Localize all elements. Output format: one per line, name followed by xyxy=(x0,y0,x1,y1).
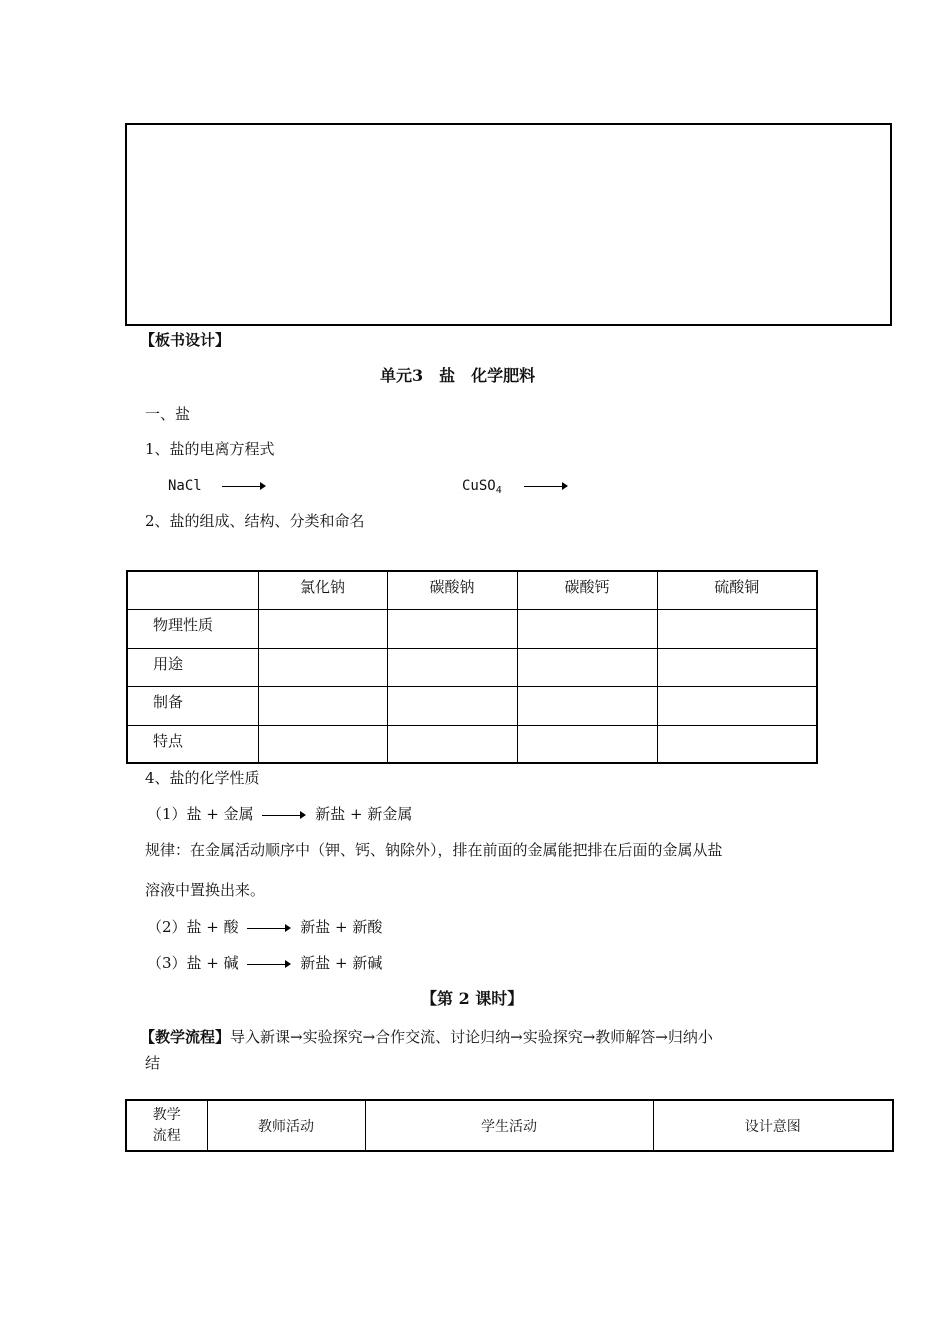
table-cell xyxy=(258,648,387,686)
item-ionization: 1、盐的电离方程式 xyxy=(145,440,275,458)
arrow-icon xyxy=(247,923,291,933)
table-header-cell: 氯化钠 xyxy=(258,571,387,609)
reaction-salt-acid xyxy=(147,917,382,937)
reaction-salt-base xyxy=(147,953,382,973)
table-cell xyxy=(517,609,657,648)
nacl-formula: NaCl xyxy=(168,478,202,494)
teaching-flow-text: 导入新课→实验探究→合作交流、讨论归纳→实验探究→教师解答→归纳小 xyxy=(230,1028,713,1046)
table-cell xyxy=(657,648,817,686)
table-row-label: 特点 xyxy=(127,725,258,763)
item-composition: 2、盐的组成、结构、分类和命名 xyxy=(145,512,365,530)
table-cell xyxy=(258,609,387,648)
flow-col-stage-line2: 流程 xyxy=(152,1127,181,1144)
flow-col-student: 学生活动 xyxy=(365,1100,653,1151)
equation-nacl xyxy=(168,476,266,496)
cuso4-formula: CuSO xyxy=(462,478,496,494)
reaction-reactants: （2）盐 + 酸 xyxy=(147,918,239,936)
arrow-icon xyxy=(247,959,291,969)
reaction-products: 新盐 + 新酸 xyxy=(300,918,383,936)
table-header-cell: 硫酸铜 xyxy=(657,571,817,609)
flow-table xyxy=(125,1099,894,1152)
item-chemical-properties: 4、盐的化学性质 xyxy=(145,769,260,787)
section-salt: 一、盐 xyxy=(145,405,191,423)
reaction-products: 新盐 + 新碱 xyxy=(300,954,383,972)
table-cell xyxy=(258,725,387,763)
salt-table xyxy=(126,570,818,764)
reaction-reactants: （1）盐 + 金属 xyxy=(147,805,254,823)
rule-line-1: 规律：在金属活动顺序中（钾、钙、钠除外），排在前面的金属能把排在后面的金属从盐 xyxy=(145,841,723,859)
table-cell xyxy=(517,648,657,686)
page-title: 单元3 盐 化学肥料 xyxy=(380,366,536,385)
teaching-flow xyxy=(140,1027,713,1047)
board-design-heading: 【板书设计】 xyxy=(140,331,231,349)
rule-line-2: 溶液中置换出来。 xyxy=(145,881,266,899)
table-cell xyxy=(387,609,517,648)
reaction-salt-metal xyxy=(147,804,412,824)
teaching-flow-text-cont: 结 xyxy=(145,1054,161,1072)
table-row-label: 用途 xyxy=(127,648,258,686)
table-row-label: 制备 xyxy=(127,686,258,725)
table-cell xyxy=(387,725,517,763)
lesson-2-heading: 【第 2 课时】 xyxy=(421,989,524,1008)
arrow-icon xyxy=(222,481,266,491)
reaction-reactants: （3）盐 + 碱 xyxy=(147,954,239,972)
reaction-products: 新盐 + 新金属 xyxy=(315,805,413,823)
top-empty-box xyxy=(125,123,892,326)
table-header-cell xyxy=(127,571,258,609)
arrow-icon xyxy=(524,481,568,491)
table-header-cell: 碳酸钠 xyxy=(387,571,517,609)
table-cell xyxy=(657,686,817,725)
table-row-label: 物理性质 xyxy=(127,609,258,648)
table-cell xyxy=(517,725,657,763)
table-cell xyxy=(657,609,817,648)
arrow-icon xyxy=(262,810,306,820)
flow-col-intent: 设计意图 xyxy=(653,1100,893,1151)
equation-cuso4 xyxy=(462,476,568,501)
flow-col-teacher: 教师活动 xyxy=(207,1100,365,1151)
flow-col-stage-line1: 教学 xyxy=(152,1106,181,1123)
table-cell xyxy=(387,648,517,686)
table-cell xyxy=(517,686,657,725)
teaching-flow-label: 【教学流程】 xyxy=(140,1028,231,1046)
table-cell xyxy=(657,725,817,763)
cuso4-subscript: 4 xyxy=(495,485,502,496)
flow-col-stage xyxy=(126,1100,207,1151)
table-cell xyxy=(387,686,517,725)
table-header-cell: 碳酸钙 xyxy=(517,571,657,609)
table-cell xyxy=(258,686,387,725)
